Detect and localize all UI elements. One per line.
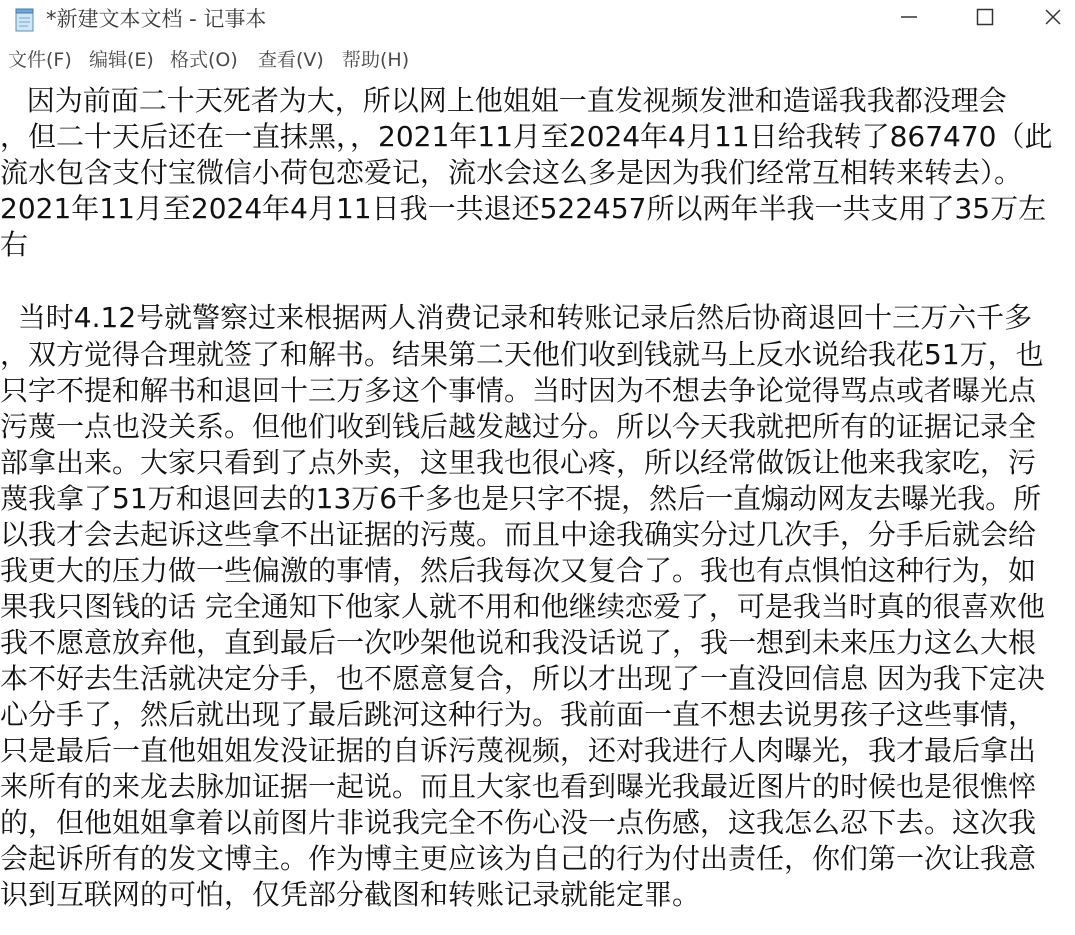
text-line: 蔑我拿了51万和退回去的13万6千多也是只字不提，然后一直煽动网友去曝光我。所 <box>0 482 1042 515</box>
text-line: 只字不提和解书和退回十三万多这个事情。当时因为不想去争论觉得骂点或者曝光点 <box>0 374 1037 407</box>
text-line: ，双方觉得合理就签了和解书。结果第二天他们收到钱就马上反水说给我花51万，也 <box>0 338 1044 371</box>
maximize-button[interactable] <box>956 0 1014 38</box>
text-line: 来所有的来龙去脉加证据一起说。而且大家也看到曝光我最近图片的时候也是很憔悴 <box>0 770 1037 803</box>
text-line: 以我才会去起诉这些拿不出证据的污蔑。而且中途我确实分过几次手，分手后就会给 <box>0 518 1037 551</box>
text-line: 果我只图钱的话 完全通知下他家人就不用和他继续恋爱了，可是我当时真的很喜欢他 <box>0 590 1045 623</box>
text-editor[interactable] <box>0 76 1075 935</box>
text-line: 的，但他姐姐拿着以前图片非说我完全不伤心没一点伤感，这我怎么忍下去。这次我 <box>0 806 1037 839</box>
text-line: 本不好去生活就决定分手，也不愿意复合，所以才出现了一直没回信息 因为我下定决 <box>0 662 1045 695</box>
window-title: *新建文本文档 - 记事本 <box>46 7 267 31</box>
text-line: 只是最后一直他姐姐发没证据的自诉污蔑视频，还对我进行人肉曝光，我才最后拿出 <box>0 734 1037 767</box>
text-line: 因为前面二十天死者为大，所以网上他姐姐一直发视频发泄和造谣我我都没理会 <box>0 84 1007 117</box>
text-line: 流水包含支付宝微信小荷包恋爱记，流水会这么多是因为我们经常互相转来转去）。 <box>0 156 1023 189</box>
text-line: 污蔑一点也没关系。但他们收到钱后越发越过分。所以今天我就把所有的证据记录全 <box>0 410 1037 443</box>
text-line: 识到互联网的可怕，仅凭部分截图和转账记录就能定罪。 <box>0 878 701 911</box>
close-button[interactable] <box>1030 0 1075 38</box>
menu-bar <box>0 44 1075 76</box>
text-line: 右 <box>0 228 29 261</box>
menu-edit[interactable]: 编辑(E) <box>89 49 154 71</box>
menu-file[interactable]: 文件(F) <box>8 49 72 71</box>
text-line: 我更大的压力做一些偏激的事情，然后我每次又复合了。我也有点惧怕这种行为，如 <box>0 554 1037 587</box>
text-line: 部拿出来。大家只看到了点外卖，这里我也很心疼，所以经常做饭让他来我家吃，污 <box>0 446 1037 479</box>
text-line: 当时4.12号就警察过来根据两人消费记录和转账记录后然后协商退回十三万六千多 <box>0 301 1033 334</box>
text-line: 心分手了，然后就出现了最后跳河这种行为。我前面一直不想去说男孩子这些事情， <box>0 698 1037 731</box>
text-line: 2021年11月至2024年4月11日我一共退还522457所以两年半我一共支用了35万左 <box>0 192 1047 225</box>
text-line: 会起诉所有的发文博主。作为博主更应该为自己的行为付出责任，你们第一次让我意 <box>0 842 1037 875</box>
maximize-icon <box>975 7 995 31</box>
close-icon <box>1043 7 1063 31</box>
menu-view[interactable]: 查看(V) <box>258 49 324 71</box>
minimize-icon <box>899 7 919 31</box>
title-bar[interactable] <box>0 0 1075 40</box>
minimize-button[interactable] <box>880 0 938 38</box>
text-line: ，但二十天后还在一直抹黑，，2021年11月至2024年4月11日给我转了867470（此 <box>0 120 1053 153</box>
notepad-icon <box>14 8 36 32</box>
text-line: 我不愿意放弃他，直到最后一次吵架他说和我没话说了，我一想到未来压力这么大根 <box>0 626 1037 659</box>
menu-format[interactable]: 格式(O) <box>170 49 238 71</box>
menu-help[interactable]: 帮助(H) <box>342 49 410 71</box>
